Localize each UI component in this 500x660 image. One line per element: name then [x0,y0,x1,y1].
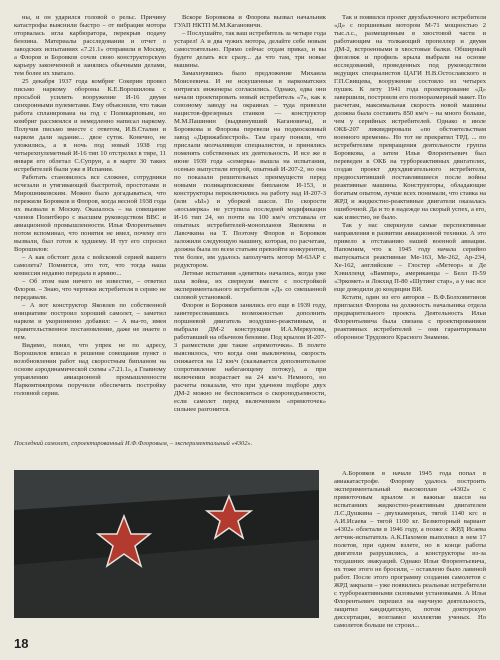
paragraph: Замахнувшись было предложение Михаила Моисеевича. И не искушенные в наркоматских интригах инженеры согласились. Однако, едва они начали проектировать новый истребитель «7», как к союзному заводу на окраинах – туда привезли нацистов-фрезерных станков — конструктор М.М.Пашинин (выдвинувший Кагановича), и Боровкова и Флорова перевели на подмосковный завод «Дирижаблестрой». Там сразу поняли, что прислали молчаливцов специалистов, и принялись поменять собственных их деятельность. И все же в июне 1939 года «семерка» вышла на испытания, осенью выпустили второй, опытный И-207-2, но она по показали решительных преимуществ перед новыми поликарповскими бипланом И-153, и конструкторы переключились на работу над И-207-3 (или «Ы») и уборкой шасси. По скорости «восьмерка» не уступила последней модификации И-16 тип 24, но почти на 100 км/ч отставала от опытных истребителей-монопланов Яковлева и Лавочкина на Т. Поэтому Флоров и Боровков заложили следующую машину, которая, по расчетам, должна была по всем статьям превзойти конкурентов, тем более, им удалось заполучить мотор М-63АР с редуктором. [174,70,326,269]
paragraph: Флоров и Боровков занялись его еще в 1939 году, заинтересовавшись возможностью дополнить поршневой двигатель воздушно-реактивным, и выбрали ДМ-2 конструкции И.А.Меркулова, работавший на обычном бензине. Под крылом И-207-3 разместили две такие «прямоточки». В полете выяснилось, что когда они выключены, скорость снижается на 12 км/ч (сказывается дополнительное сопротивление набегающему потоку), а при включении возрастает на 24 км/ч. Немного, но расчеты показали, что при удачном подборе двух ДМ-2 можно не беспокоиться о скороподъемности, если самолет перед включением «прямоточек» сильнее разгонится. [174,302,326,413]
column-2 [174,14,326,469]
paragraph: – Послушайте, так ваш истребитель за четыре года устарел! А и два чужих мотора, делайте себе новым самостоятельно. Прямо сейчас отдам приказ, и вы будете делать все сразу... да что там, три новые машины. [174,30,326,69]
column-3 [334,14,486,469]
paragraph: ны, и он ударился головой о рельс. Причину катастрофы выяснили быстро – от вибрации мотора оторвалась игла карбюратора, перекрыв подачу бензина. Материалы расследования и отчет о заводских испытаниях «7.21.1» отправили в Москву, а Флоров и Боровков сочли свою конструкторскую карьеру законченной и занялись обычными делами, тем более их хватало. [14,14,166,77]
paragraph: – Об этом нам ничего не известно, – ответил Флоров. – Знаю, что чертежи истребителя в серию не передавали. [14,278,166,301]
paragraph: А.Боровков в начале 1945 года попал в авиакатастрофе. Флорову удалось построить экспериментальный высокоплан «4302» с прямоточным крылом и важные шасси на испытаниях жидкостно-реактивным двигателем Л.С.Душкина – двухкамерных, тягой 1140 кгс и А.И.Исаева – тягой 1100 кг. Безмоторный вариант «4302» облетали в 1946 году, а позже с ЖРД Исаева летчик-испытатель А.К.Пахомов выполнил в нем 17 полетов, при одном взлете, но в конце работы двигатели разрушились, а конструкторы из-за тогдашних эвакуаций. Однако Ильи Флорентьевича, их тоже этого не бросили, – оставлено было лавиной работ. После этого программу создания самолетов с ЖРД закрыли – уже появились реальные истребители с турбореактивными силовыми установками. А Илья Флорентьевич перешел на научную деятельность, защитил кандидатскую, потом докторскую диссертации, возглавил коллектив ученых. Но самолетов больше не строил... [334,470,486,629]
paragraph: – А как обстоит дела с войсковой серией вашего самолета? Помнится, это тот, что тогда наша комиссия недавно передала в армию... [14,254,166,277]
paragraph: Вскоре Боровкова и Флорова вызвал начальник ГУАП НКТП М.М.Кагановичи. [174,14,326,29]
page-number: 18 [14,636,29,651]
aircraft-illustration [14,470,319,618]
column-1 [14,14,166,469]
text-columns [14,14,486,469]
paragraph: – А вот конструктор Яковлев по собственной инициативе построил хороший самолет, – заметил нарком и укоризненно добавил: – А вы-то, имея правительственное постановление, даже не знаете о нем. [14,302,166,341]
paragraph: 25 декабря 1937 года комбриг Сокерин провел письмо наркому обороны К.Е.Ворошилова с просьбой усилить вооружение И-16 двумя синхронными пулеметами. Ему объяснили, что такая работа спланирована на год с Поликарповым, но комбриг рассмеялся и немедленно написал наркому. Получив письмо вместе с ответом, И.В.Сталин и нарком дали задание... двое суток. Конечно, не уложились, а в ночь под новый 1938 год четырехпулеметный И-16 тип 10 отстрелял в тире, 11 января его облетал С.Супрун, а в марте 30 таких истребителей были уже в Испании. [14,78,166,173]
column-3-continued [334,470,486,629]
aircraft-photo [14,470,319,618]
paragraph: Так и появился проект двухбалочного истребителя «Д» с поршневым мотором М-71 мощностью 2 тыс.л.с., размещенным в хвостовой части и работающим на толкающий пропеллер и двумя ДМ-2, встроенными в хвостовые балки. Обширный фюзеляж и профиль крыла выбрали на основе исследований, проведенных под руководством ведущих специалистов ЦАГИ Н.В.Остославского и Г.П.Свищева, вооружение состояло из четырех пушек. К лету 1941 года проектирование «Д» завершили, построили его полноразмерный макет. По расчетам, максимальная скорость новой машины должна была составить 850 км/ч – на много больше, чем у серийных истребителей. Однако в июле ОКБ-207 ликвидировали «по обстоятельствам военного времени». Но тот не прекратил ТРД. ... по истребителям превращения деятельности группа Боровкова, а затем Илья Флорентьевич был переведен в ОКБ на турбореактивных двигателях, создав проект двухдвигательного истребителя, предвосхитивший поставлявшиеся после войны реактивные машины. Конструкторы, обладающие богатым опытом, лучше всех понимали, что ставка на ЖРД и жидкостно-реактивные двигатели оказалась ошибочной. Да и то в надежде на скорый успех, а его, как известно, не было. [334,14,486,221]
paragraph: Работать становилось все сложнее, сотрудники исчезали и утягивающей быстротой, простотами и Мирошниковским. Можно было догадываться, что пережили Боровков и Флоров, когда весной 1938 года их вызвали в Москву. Оказалось – на совещание членов Политбюро с высшим руководством ВВС и авиационной промышленности. Илья Флорентьевич потом вспоминал, что понятия не имел, почему его вызвали, был готов к худшему. И тут его спросил Ворошилов: [14,174,166,253]
paragraph: Видимо, понял, что упрек не по адресу, Ворошилов вписал в решение совещания пункт о возобновлении работ над скоростным бипланом на основе аэродинамической схемы «7.21.1», а Главному управлению авиационной промышленности Наркомтяжпрома поручили обеспечить постройку головной серии. [14,342,166,397]
paragraph: Кстати, один из его авторов – В.Ф.Болховитинов пригласил Флорова на должность начальника отдела предварительного проекта. Деятельность Ильи Флорентьевича была связана с проектированием реактивных истребителей – они гарантировали оборонное Трудового Красного Знамени. [334,294,486,341]
paragraph: Так у нас сверкнули самые перспективные направления в развитии авиационной техники. А это привело к отставанию нашей военной авиации. Напомним, что к 1945 году начала серийно выпускаться реактивные Ме-163, Ме-262, Ар-234, Хе-162, английские – Глостер «Метеор» и Де Хэвилленд «Вампир», американцы – Белл П-59 «Эркомет» и Локхид П-80 «Шутинг стар», а у нас все еще доводили до кондиции ВИ. [334,222,486,293]
paragraph: Летные испытания «девятки» начались, когда уже шла война, их свернули вместе с постройкой экспериментального истребителя «Д» со смешанной силовой установкой. [174,270,326,301]
photo-caption: Последний самолет, спроектированный И.Ф.Флоровым, – экспериментальный «4302». [14,440,253,447]
